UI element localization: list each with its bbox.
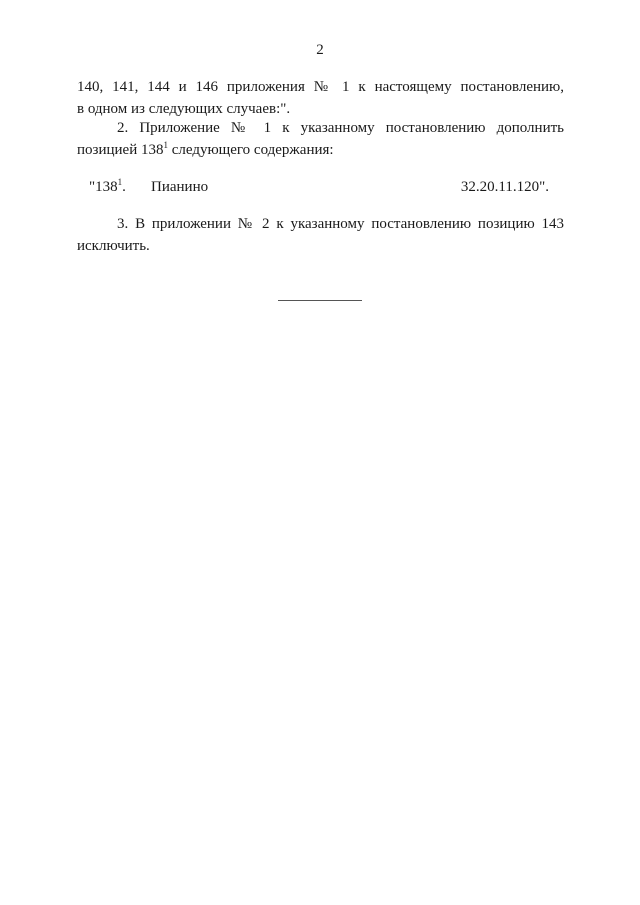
page-number: 2 (316, 42, 324, 58)
paragraph-continuation (77, 76, 564, 120)
paragraph-3-line-1: 3. В приложении № 2 к указанному постановлению позицию 143 (117, 216, 564, 232)
position-number-suffix: . (122, 179, 126, 195)
paragraph-item-3 (77, 213, 564, 257)
paragraph-3-line-2: исключить. (77, 238, 150, 254)
position-name: Пианино (151, 179, 209, 195)
position-number-prefix: "138 (89, 179, 118, 195)
position-superscript: 1 (163, 140, 168, 150)
paragraph-2-line-2 (77, 139, 564, 161)
paragraph-2-text-after-superscript: следующего содержания: (167, 142, 334, 158)
paragraph-2-line-1: 2. Приложение № 1 к указанному постановлению дополнить (117, 120, 564, 136)
paragraph-2-text-before-superscript: позицией 138 (77, 142, 164, 158)
paragraph-1-line-2: в одном из следующих случаев:". (77, 101, 291, 117)
paragraph-item-2 (77, 117, 564, 161)
position-number (89, 176, 126, 198)
end-of-document-rule (278, 300, 362, 301)
position-number-superscript: 1 (117, 177, 123, 187)
paragraph-1-line-1: 140, 141, 144 и 146 приложения № 1 к настоящему постановлению, (77, 79, 564, 95)
inserted-position-row (89, 176, 549, 198)
position-code: 32.20.11.120". (460, 179, 549, 195)
